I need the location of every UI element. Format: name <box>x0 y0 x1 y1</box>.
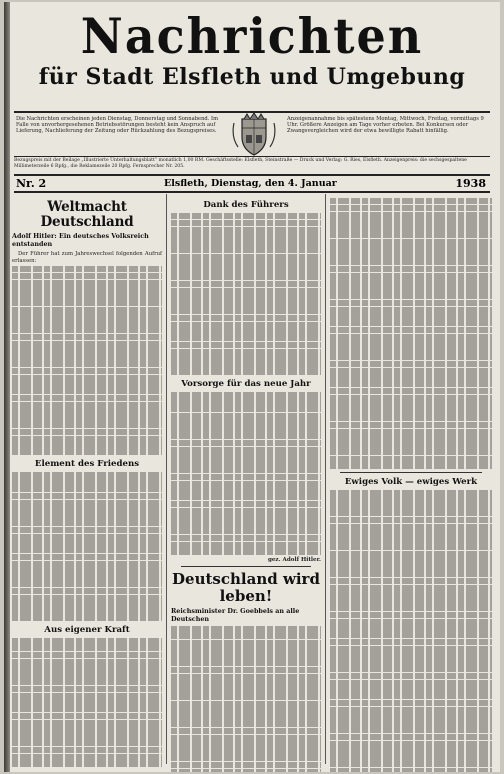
article-body-text <box>12 266 162 455</box>
dateline-rule-bottom <box>14 191 490 193</box>
article-body-text <box>12 472 162 621</box>
issue-place-date: Elsfleth, Dienstag, den 4. Januar <box>164 178 337 189</box>
section-heading-vorsorge: Vorsorge für das neue Jahr <box>181 379 311 390</box>
newspaper-page <box>4 2 500 772</box>
subheadline-goebbels: Reichsminister Dr. Goebbels an alle Deutschen <box>171 606 300 623</box>
article-separator <box>340 472 482 473</box>
masthead-title: Nachrichten <box>80 7 424 65</box>
headline-ewiges-volk: Ewiges Volk — ewiges Werk <box>344 476 478 487</box>
headline-weltmacht: Weltmacht Deutschland <box>40 199 134 230</box>
info-rule <box>14 156 490 157</box>
section-heading-kraft: Aus eigener Kraft <box>44 625 130 636</box>
column-divider <box>325 194 326 764</box>
article-body-text <box>12 638 162 766</box>
column-divider <box>166 194 167 764</box>
article-body-text <box>330 198 492 469</box>
coat-of-arms-icon <box>228 113 280 157</box>
article-body-text <box>171 392 321 554</box>
headline-dank: Dank des Führers <box>203 200 289 210</box>
issue-number: Nr. 2 <box>16 177 47 190</box>
article-separator <box>181 566 311 567</box>
subheadline-hitler: Adolf Hitler: Ein deutsches Volksreich entstanden <box>12 232 149 248</box>
subscription-terms: Bezugspreis mit der Beilage „Illustrierte Unterhaltungsblatt“ monatlich 1,00 RM. Geschäftsstelle: Elsfleth, Steinstraße — Druck und Verlag: G. Ries, Elsfleth. Anzeigenpreis: die sechsgespaltene Millimeterzeile 6 Rpfg., die Reklamezeile 20 Rpfg. Fernsprecher Nr. 205. <box>14 158 467 169</box>
masthead-subtitle: für Stadt Elsfleth und Umgebung <box>38 64 466 90</box>
signature: gez. Adolf Hitler. <box>267 556 321 563</box>
section-heading-frieden: Element des Friedens <box>34 459 140 470</box>
article-column-2 <box>171 198 321 772</box>
article-column-1 <box>12 198 162 767</box>
article-body-text <box>330 490 492 772</box>
article-intro: Der Führer hat zum Jahreswechsel folgenden Aufruf erlassen: <box>12 251 162 264</box>
headline-leben: Deutschland wird leben! <box>172 569 320 605</box>
dateline <box>14 176 490 190</box>
issue-year: 1938 <box>455 177 486 190</box>
advertising-info: Anzeigenannahme bis spätestens Montag, Mittwoch, Freitag, vormittags 9 Uhr. Größere Anzeigen am Tage vorher erbeten. Bei Konkursen oder Zwangsvergleichen wird der etwa bewilligte Rabatt hinfällig. <box>287 116 484 135</box>
publication-info: Die Nachrichten erscheinen jeden Dienstag, Donnerstag und Sonnabend. Im Falle von unvorhergesehenen Betriebsstörungen besteht kein Anspruch auf Lieferung, Nachlieferung der Zeitung oder Rückzahlung des Bezugspreises. <box>16 116 219 135</box>
page-binding-edge <box>4 2 10 772</box>
article-body-text <box>171 626 321 772</box>
article-body-text <box>171 213 321 375</box>
article-column-3 <box>330 198 492 772</box>
